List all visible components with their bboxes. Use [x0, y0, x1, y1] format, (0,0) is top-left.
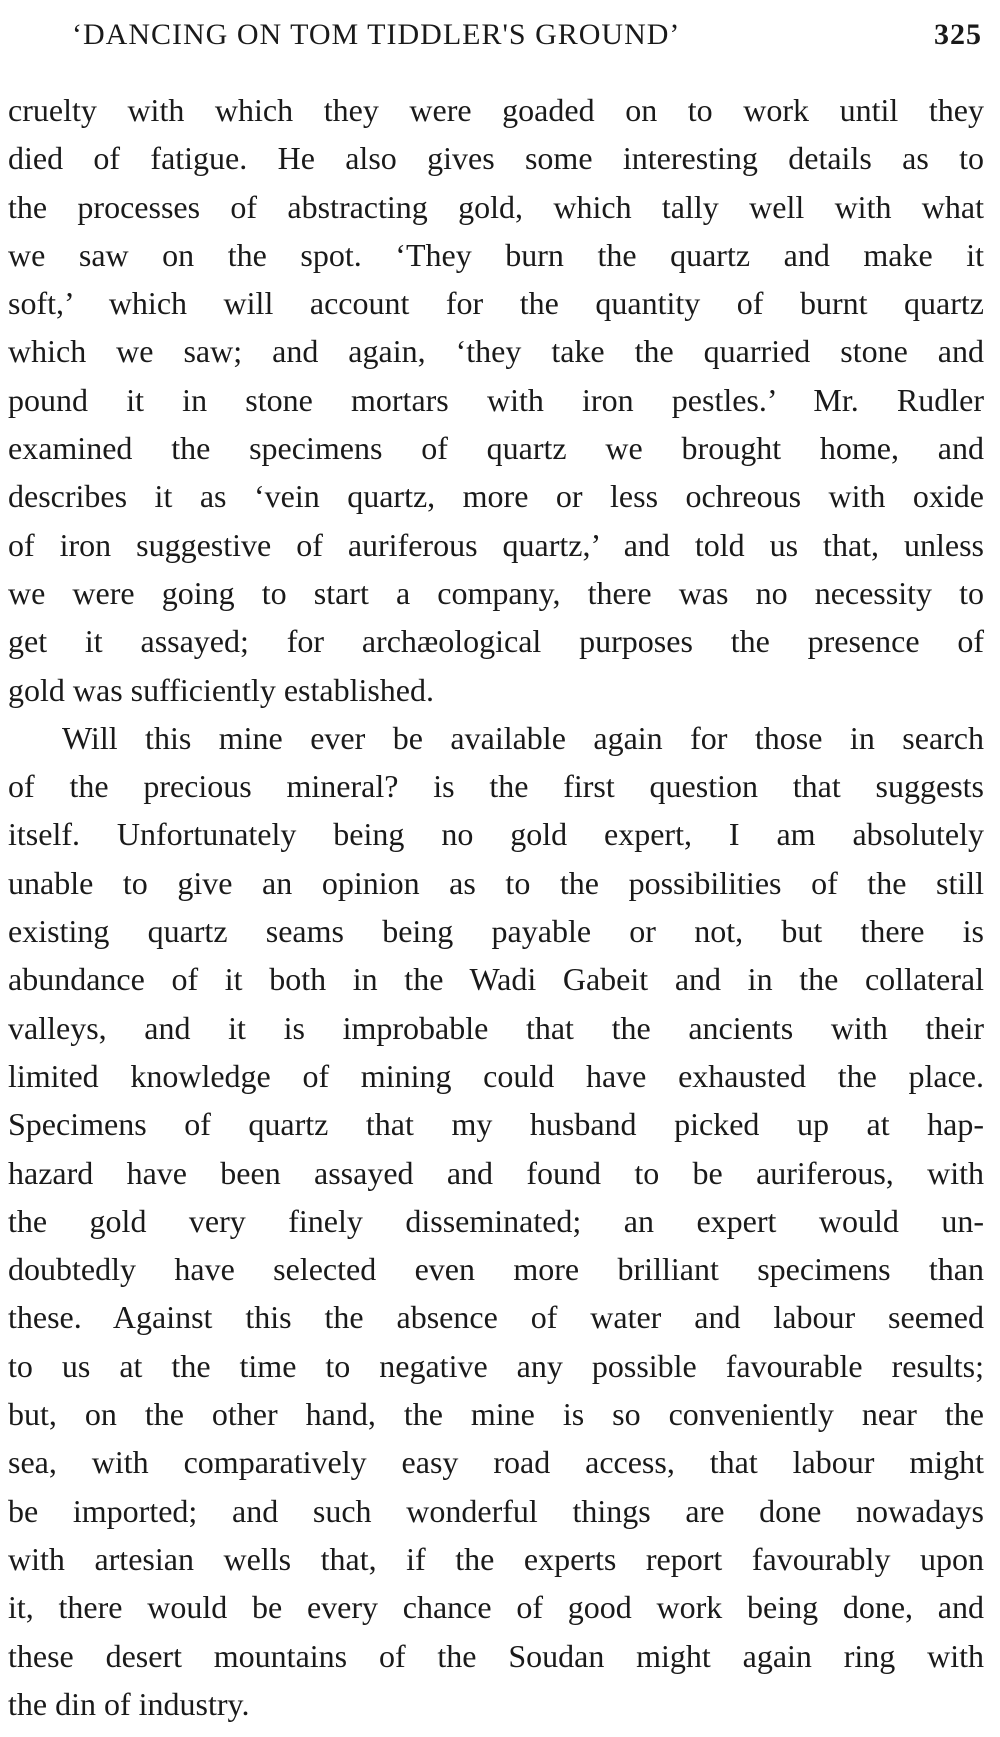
body-text [8, 86, 984, 1728]
text-line: the processes of abstracting gold, which tally well with what [8, 188, 984, 225]
text-line: get it assayed; for archæological purposes the presence of [8, 623, 984, 660]
running-title: ‘DANCING ON TOM TIDDLER'S GROUND’ [72, 18, 681, 51]
text-line: of the precious mineral? is the first question that suggests [8, 768, 984, 805]
text-line: limited knowledge of mining could have exhausted the place. [8, 1057, 984, 1094]
text-line: be imported; and such wonderful things are done nowadays [8, 1492, 984, 1529]
text-line: valleys, and it is improbable that the ancients with their [8, 1009, 984, 1046]
text-line: pound it in stone mortars with iron pestles.’ Mr. Rudler [8, 381, 984, 418]
text-line: with artesian wells that, if the experts report favourably upon [8, 1540, 984, 1577]
text-line: the gold very finely disseminated; an expert would un- [8, 1202, 984, 1239]
paragraph-1 [8, 86, 984, 714]
text-line: doubtedly have selected even more brilliant specimens than [8, 1251, 984, 1288]
text-line: cruelty with which they were goaded on to work until they [8, 92, 984, 128]
text-line: sea, with comparatively easy road access, that labour might [8, 1444, 984, 1481]
text-line: gold was sufficiently established. [8, 671, 434, 708]
text-line: of iron suggestive of auriferous quartz,’ and told us that, unless [8, 526, 984, 563]
text-line: we were going to start a company, there was no necessity to [8, 574, 984, 611]
text-line: the din of industry. [8, 1685, 250, 1722]
text-line: these. Against this the absence of water and labour seemed [8, 1299, 984, 1336]
text-line: describes it as ‘vein quartz, more or less ochreous with oxide [8, 478, 984, 515]
page-number: 325 [934, 18, 982, 51]
running-head [72, 18, 982, 58]
text-line: examined the specimens of quartz we brought home, and [8, 430, 984, 467]
text-line: it, there would be every chance of good work being done, and [8, 1589, 984, 1626]
text-line: to us at the time to negative any possible favourable results; [8, 1347, 984, 1384]
text-line: these desert mountains of the Soudan might again ring with [8, 1637, 984, 1674]
text-line: unable to give an opinion as to the possibilities of the still [8, 864, 984, 901]
text-line: itself. Unfortunately being no gold expert, I am absolutely [8, 816, 984, 853]
text-line: Will this mine ever be available again for those in search [62, 719, 984, 756]
text-line: but, on the other hand, the mine is so conveniently near the [8, 1396, 984, 1433]
text-line: existing quartz seams being payable or not, but there is [8, 913, 984, 950]
text-line: Specimens of quartz that my husband picked up at hap- [8, 1106, 984, 1143]
paragraph-2 [8, 714, 984, 1728]
text-line: hazard have been assayed and found to be auriferous, with [8, 1154, 984, 1191]
text-line: abundance of it both in the Wadi Gabeit and in the collateral [8, 961, 984, 998]
text-line: we saw on the spot. ‘They burn the quartz and make it [8, 236, 984, 273]
text-line: which we saw; and again, ‘they take the quarried stone and [8, 333, 984, 370]
text-line: soft,’ which will account for the quantity of burnt quartz [8, 285, 984, 322]
text-line: died of fatigue. He also gives some interesting details as to [8, 140, 984, 177]
